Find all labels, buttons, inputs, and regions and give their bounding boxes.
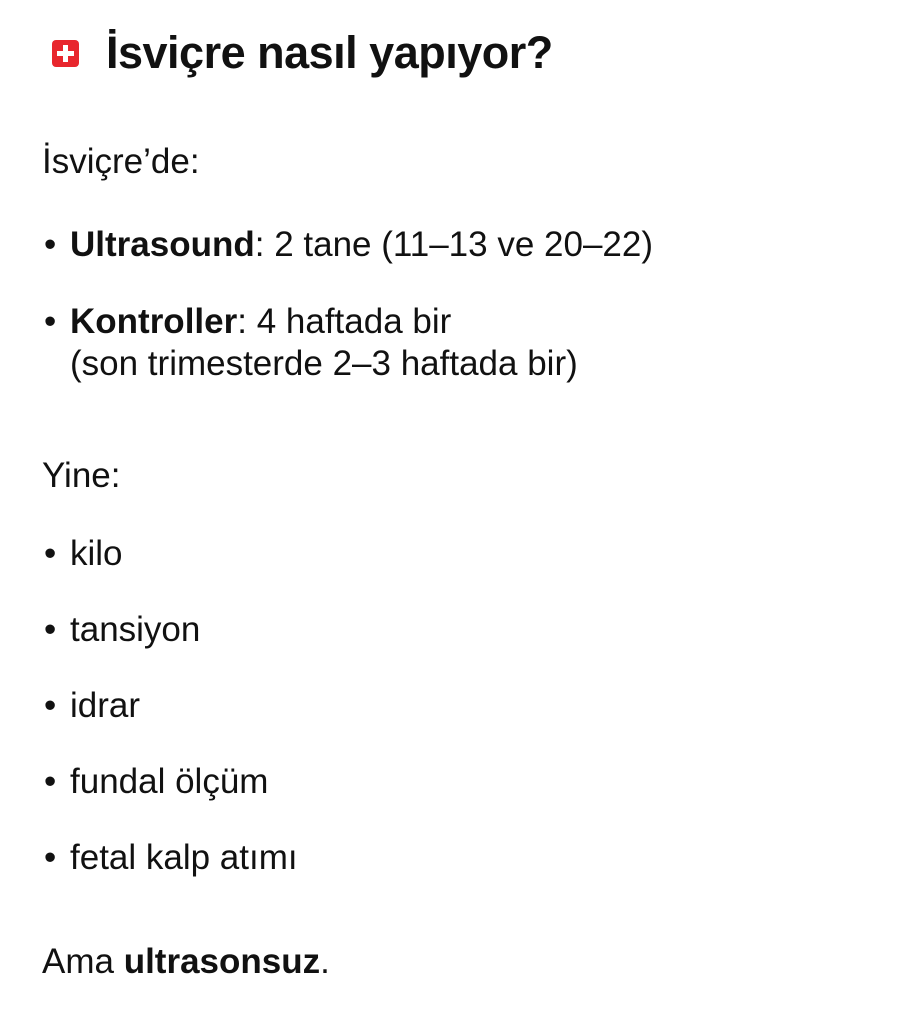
bullet-icon: • [44, 838, 57, 877]
item-separator: : [237, 302, 247, 341]
yine-label: Yine: [42, 456, 121, 495]
item-text: 4 haftada bir [246, 302, 452, 341]
bullet-icon: • [44, 610, 57, 649]
item-text: idrar [70, 686, 141, 725]
list-item-check [44, 533, 123, 575]
conclusion-text [42, 941, 330, 983]
conclusion-suffix: . [320, 942, 330, 981]
list-item-check [44, 685, 140, 727]
item-separator: : [254, 225, 265, 264]
bullet-icon: • [44, 225, 57, 264]
item-continuation: (son trimesterde 2–3 haftada bir) [70, 344, 578, 383]
item-text: kilo [70, 534, 123, 573]
list-item-check [44, 609, 200, 651]
list-item-check [44, 837, 298, 879]
section-heading [52, 26, 553, 80]
intro-text: İsviçre’de: [42, 142, 200, 181]
page-title: İsviçre nasıl yapıyor? [106, 27, 553, 78]
list-item-kontroller [44, 301, 578, 385]
conclusion-emphasis: ultrasonsuz [123, 942, 321, 981]
item-label: Kontroller [70, 302, 238, 341]
swiss-flag-icon [52, 40, 79, 67]
item-label: Ultrasound [70, 225, 255, 264]
item-text: fetal kalp atımı [70, 838, 298, 877]
list-item-check [44, 761, 268, 803]
item-text: 2 tane (11–13 ve 20–22) [264, 225, 654, 264]
item-text: tansiyon [70, 610, 201, 649]
bullet-icon: • [44, 686, 57, 725]
bullet-icon: • [44, 302, 57, 341]
list-item-ultrasound [44, 224, 653, 266]
bullet-icon: • [44, 534, 57, 573]
conclusion-prefix: Ama [42, 942, 124, 981]
item-text: fundal ölçüm [70, 762, 269, 801]
bullet-icon: • [44, 762, 57, 801]
